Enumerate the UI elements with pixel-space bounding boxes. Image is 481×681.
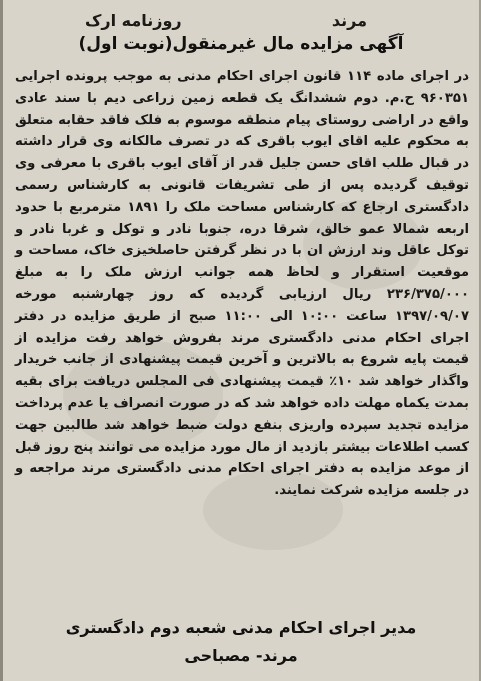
signature-office: مدیر اجرای احکام مدنی شعبه دوم دادگستری <box>65 618 417 637</box>
city-name: مرند <box>331 10 367 30</box>
signature-name: مرند- مصباحی <box>184 646 298 665</box>
notice-title: آگهی مزایده مال غیرمنقول(نوبت اول) <box>78 34 404 54</box>
clipping-header <box>15 8 467 32</box>
notice-body: در اجرای ماده ۱۱۴ قانون اجرای احکام مدنی به موجب پرونده اجرایی ۹۶۰۳۵۱ ح.م. دوم ششدانگ یک قطعه زمین زراعی دیم با سند عادی واقع در اراضی روستای پیام منطقه موسوم به فلک فاقد حقابه متعلق به محکوم علیه اقای ایوب باقری که در تصرف مالکانه وی قرار داشته در قبال طلب اقای حسن جلیل قدر از آقای ایوب باقری با معرفی وی توقیف گردیده پس از طی تشریفات قانونی به کارشناس رسمی دادگستری ارجاع که کارشناس مساحت ملک را ۱۸۹۱ مترمربع با حدود اربعه شمالا عمو خالق، شرقا دره، جنوبا نادر و توکل و غربا نادر و توکل عاقل وند ارزش ان با در نظر گرفتن حاصلخیزی خاک، مساحت و موقعیت استقرار و لحاظ همه جوانب ارزش ملک را به مبلغ ۲۳۶/۳۷۵/۰۰۰ ریال ارزیابی گردیده که روز چهارشنبه مورخه ۱۳۹۷/۰۹/۰۷ ساعت ۱۰:۰۰ الی ۱۱:۰۰ صبح از طریق مزایده در دفتر اجرای احکام مدنی دادگستری مرند بفروش خواهد رفت مزایده از قیمت پایه شروع به بالاترین و آخرین قیمت پیشنهادی از جانب خریدار واگذار خواهد شد ۱۰٪ قیمت پیشنهادی فی المجلس دریافت برای بقیه بمدت یکماه مهلت داده خواهد شد که در صورت انصراف یا عدم پرداخت مزایده تجدید سپرده واریزی بنفع دولت ضبط خواهد شد طالبین جهت کسب اطلاعات بیشتر بازدید از مال مورد مزایده می توانند پنج روز قبل از موعد مزایده به دفتر اجرای احکام مدنی دادگستری مرند مراجعه و در جلسه مزایده شرکت نمایند. <box>15 69 470 499</box>
newspaper-name: روزنامه ارک <box>85 10 182 30</box>
